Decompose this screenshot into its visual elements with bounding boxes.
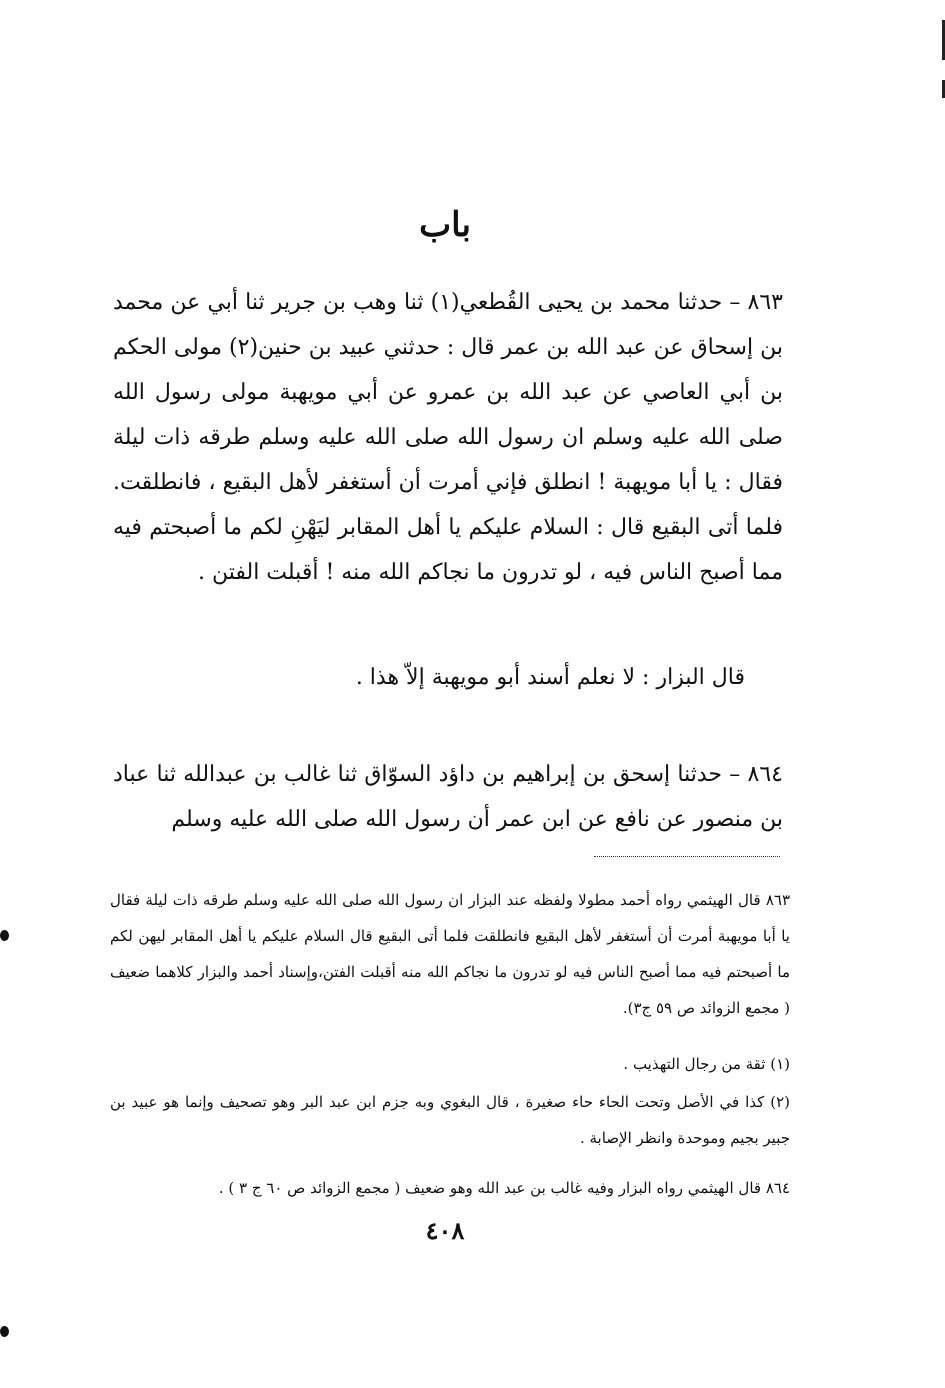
chapter-heading: باب (419, 205, 471, 245)
scan-speck (0, 1326, 9, 1337)
footnote-2: (٢) كذا في الأصل وتحت الحاء حاء صغيرة ، قال البغوي وبه جزم ابن عبد البر وهو تصحيف وإنما هو عبيد بن جبير بجيم وموحدة وانظر الإصابة . (110, 1093, 790, 1147)
footnote-1: (١) ثقة من رجال التهذيب . (623, 1055, 790, 1073)
footnote-863: ٨٦٣ قال الهيثمي رواه أحمد مطولا ولفظه عند البزار ان رسول الله صلى الله عليه وسلم طرقه ذات ليلة فقال يا أبا مويهبة أمرت أن أستغفر لأهل البقيع فانطلقت فلما أتى البقيع قال السلام عليكم يا أهل المقابر ليهن لكم ما أصبحتم فيه مما أصبح الناس فيه لو تدرون ما نجاكم الله منه أقبلت الفتن،وإسناد أحمد والبزار كلاهما ضعيف ( مجمع الزوائد ص ٥٩ ج٣). (110, 891, 790, 1017)
hadith-864-text: ٨٦٤ – حدثنا إسحق بن إبراهيم بن داؤد السوّاق ثنا غالب بن عبدالله ثنا عباد بن منصور عن نافع عن ابن عمر أن رسول الله صلى الله عليه وسلم (113, 762, 783, 832)
page-number: ٤٠٨ (425, 1216, 465, 1245)
footnote-separator (594, 856, 780, 857)
bazzar-note: قال البزار : لا نعلم أسند أبو مويهبة إلاّ هذا . (355, 665, 745, 690)
footnote-864: ٨٦٤ قال الهيثمي رواه البزار وفيه غالب بن عبد الله وهو ضعيف ( مجمع الزوائد ص ٦٠ ج ٣ ) . (218, 1179, 790, 1197)
hadith-863-text: ٨٦٣ – حدثنا محمد بن يحيى القُطعي(١) ثنا وهب بن جرير ثنا أبي عن محمد بن إسحاق عن عبد الله بن عمر قال : حدثني عبيد بن حنين(٢) مولى الحكم بن أبي العاصي عن عبد الله بن عمرو عن أبي مويهبة مولى رسول الله صلى الله عليه وسلم ان رسول الله صلى الله عليه وسلم طرقه ذات ليلة فقال : يا أبا مويهبة ! انطلق فإني أمرت أن أستغفر لأهل البقيع ، فانطلقت. فلما أتى البقيع قال : السلام عليكم يا أهل المقابر ليَهْنِ لكم ما أصبحتم فيه مما أصبح الناس فيه ، لو تدرون ما نجاكم الله منه ! أقبلت الفتن . (113, 290, 783, 585)
scan-speck (0, 930, 9, 941)
